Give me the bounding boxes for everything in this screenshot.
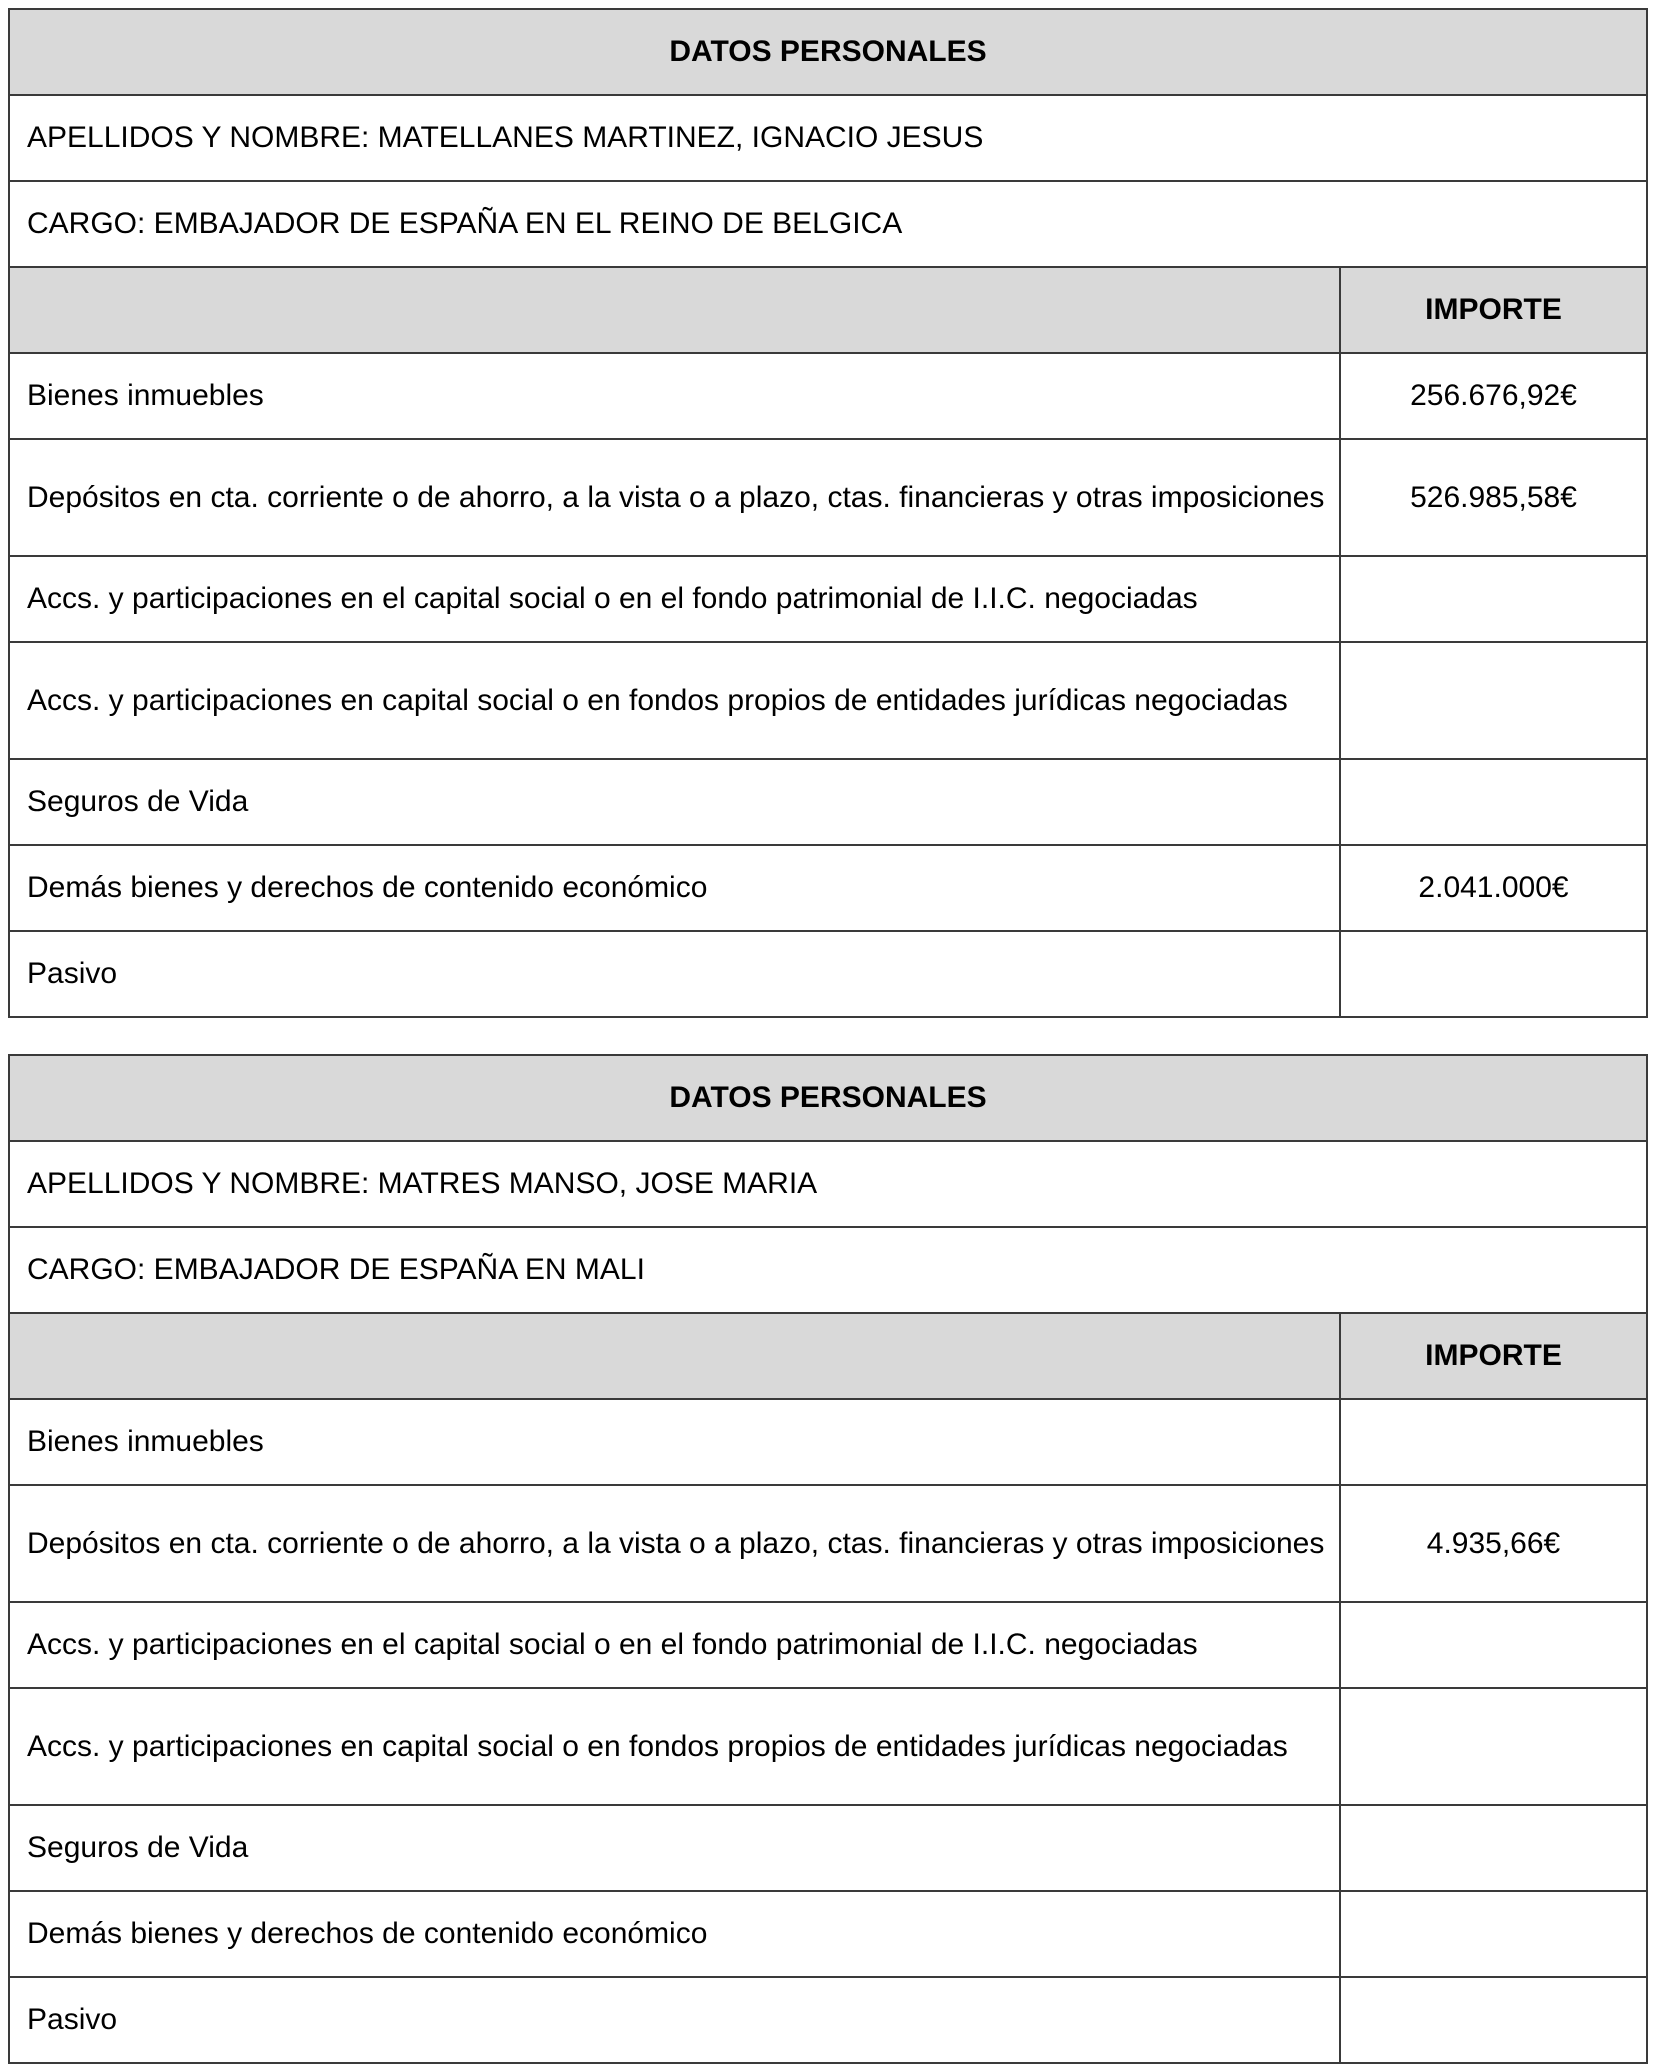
asset-amount	[1340, 759, 1647, 845]
asset-amount	[1340, 642, 1647, 759]
asset-row	[9, 1805, 1647, 1891]
concept-header-cell	[9, 267, 1340, 353]
column-header-row	[9, 1313, 1647, 1399]
asset-row	[9, 642, 1647, 759]
asset-amount	[1340, 1977, 1647, 2063]
asset-amount	[1340, 1602, 1647, 1688]
asset-amount	[1340, 931, 1647, 1017]
asset-row	[9, 1688, 1647, 1805]
amount-header: IMPORTE	[1340, 1313, 1647, 1399]
asset-row	[9, 439, 1647, 556]
asset-row	[9, 1891, 1647, 1977]
position-row	[9, 181, 1647, 267]
asset-row	[9, 1399, 1647, 1485]
asset-row	[9, 1977, 1647, 2063]
asset-label: Accs. y participaciones en el capital social o en el fondo patrimonial de I.I.C. negociadas	[9, 1602, 1340, 1688]
section-header: DATOS PERSONALES	[9, 9, 1647, 95]
asset-amount	[1340, 1891, 1647, 1977]
asset-label: Depósitos en cta. corriente o de ahorro, a la vista o a plazo, ctas. financieras y otras imposiciones	[9, 1485, 1340, 1602]
asset-label: Depósitos en cta. corriente o de ahorro, a la vista o a plazo, ctas. financieras y otras imposiciones	[9, 439, 1340, 556]
asset-label: Pasivo	[9, 1977, 1340, 2063]
asset-label: Accs. y participaciones en el capital social o en el fondo patrimonial de I.I.C. negociadas	[9, 556, 1340, 642]
name-row	[9, 95, 1647, 181]
asset-row	[9, 759, 1647, 845]
concept-header-cell	[9, 1313, 1340, 1399]
name-line: APELLIDOS Y NOMBRE: MATRES MANSO, JOSE MARIA	[9, 1141, 1647, 1227]
asset-row	[9, 931, 1647, 1017]
asset-amount	[1340, 1688, 1647, 1805]
position-line: CARGO: EMBAJADOR DE ESPAÑA EN MALI	[9, 1227, 1647, 1313]
name-row	[9, 1141, 1647, 1227]
declaration-table	[8, 8, 1648, 1018]
asset-amount: 4.935,66€	[1340, 1485, 1647, 1602]
asset-amount: 526.985,58€	[1340, 439, 1647, 556]
asset-row	[9, 556, 1647, 642]
asset-label: Accs. y participaciones en capital social o en fondos propios de entidades jurídicas negociadas	[9, 1688, 1340, 1805]
asset-label: Demás bienes y derechos de contenido económico	[9, 1891, 1340, 1977]
asset-row	[9, 845, 1647, 931]
position-row	[9, 1227, 1647, 1313]
amount-header: IMPORTE	[1340, 267, 1647, 353]
asset-label: Pasivo	[9, 931, 1340, 1017]
asset-label: Seguros de Vida	[9, 759, 1340, 845]
declaration-table	[8, 1054, 1648, 2064]
position-line: CARGO: EMBAJADOR DE ESPAÑA EN EL REINO DE BELGICA	[9, 181, 1647, 267]
name-line: APELLIDOS Y NOMBRE: MATELLANES MARTINEZ, IGNACIO JESUS	[9, 95, 1647, 181]
asset-amount	[1340, 1399, 1647, 1485]
asset-label: Demás bienes y derechos de contenido económico	[9, 845, 1340, 931]
asset-label: Accs. y participaciones en capital social o en fondos propios de entidades jurídicas negociadas	[9, 642, 1340, 759]
column-header-row	[9, 267, 1647, 353]
asset-row	[9, 1602, 1647, 1688]
asset-label: Bienes inmuebles	[9, 353, 1340, 439]
asset-amount: 256.676,92€	[1340, 353, 1647, 439]
header-row	[9, 9, 1647, 95]
asset-label: Bienes inmuebles	[9, 1399, 1340, 1485]
asset-amount	[1340, 556, 1647, 642]
asset-label: Seguros de Vida	[9, 1805, 1340, 1891]
asset-row	[9, 353, 1647, 439]
asset-amount: 2.041.000€	[1340, 845, 1647, 931]
asset-row	[9, 1485, 1647, 1602]
asset-amount	[1340, 1805, 1647, 1891]
section-header: DATOS PERSONALES	[9, 1055, 1647, 1141]
header-row	[9, 1055, 1647, 1141]
